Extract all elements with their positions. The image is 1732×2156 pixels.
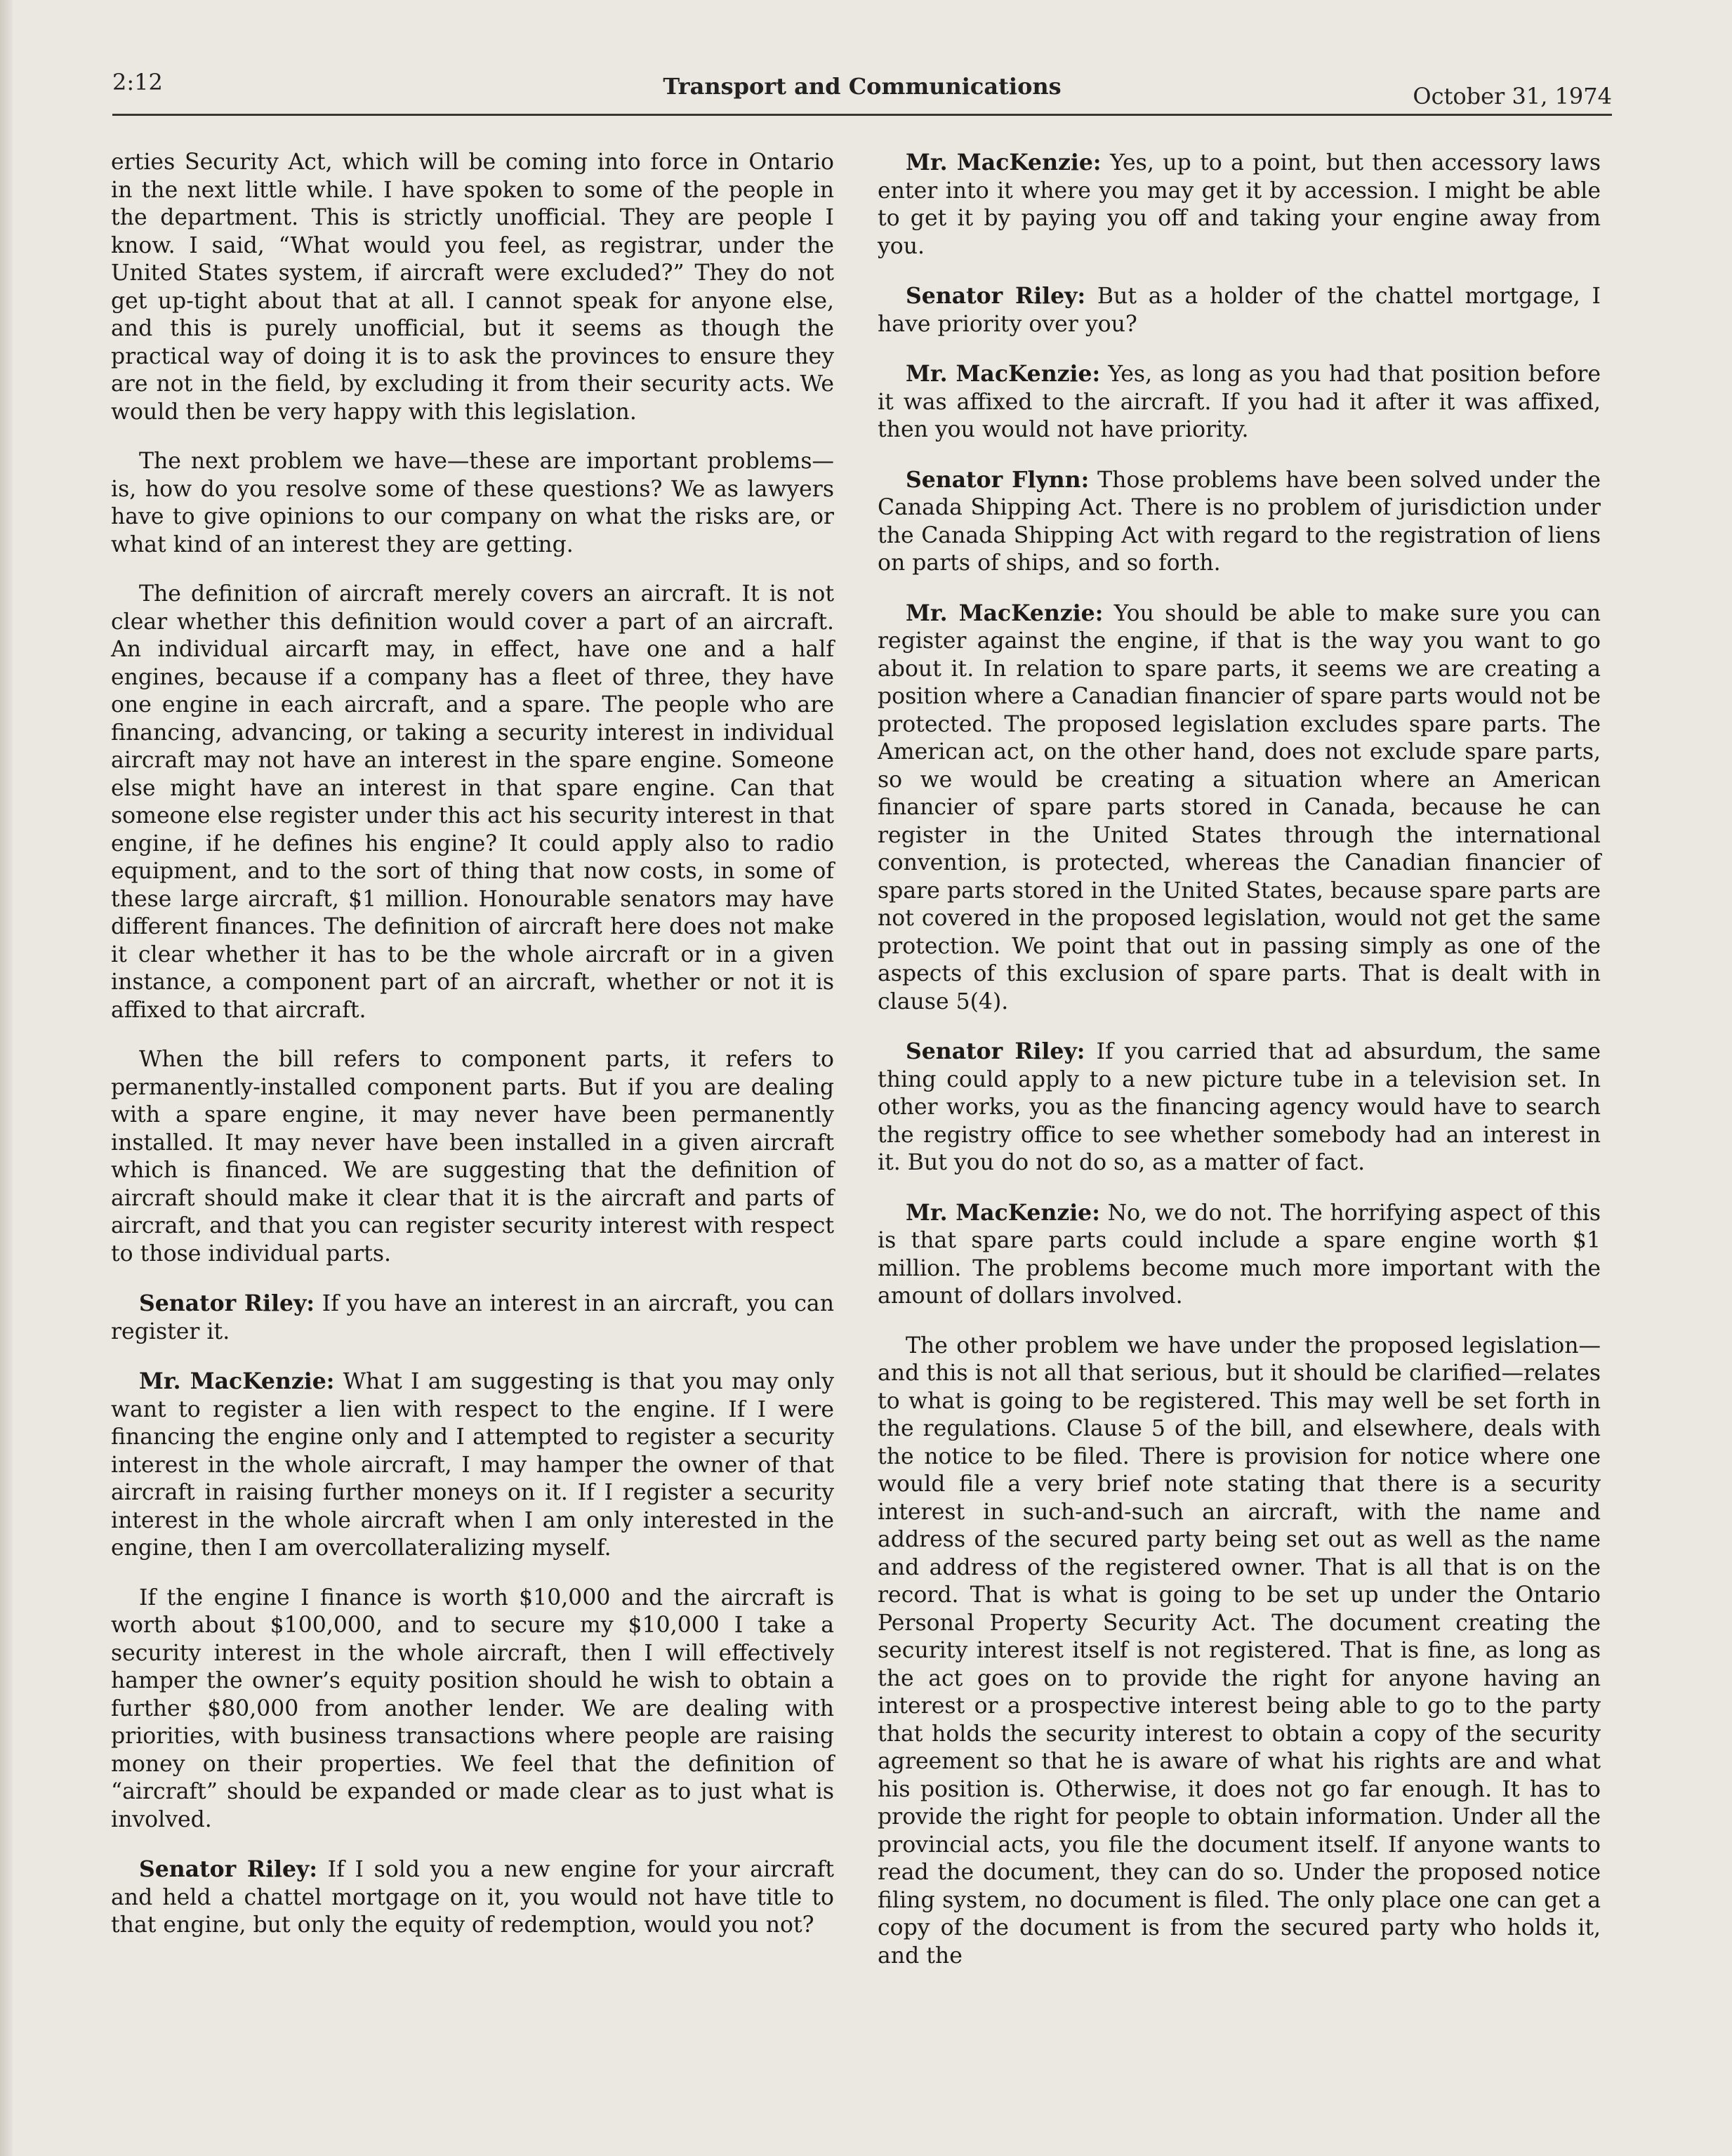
paragraph [111,448,834,559]
paragraph-text: But as a holder of the chattel mortgage, I have priority over you? [878,284,1601,337]
paragraph [878,149,1601,260]
paragraph [878,1332,1601,1971]
publication-date: October 31, 1974 [1413,83,1612,110]
paragraph [111,581,834,1024]
paragraph-text: Yes, up to a point, but then accessory laws enter into it where you may get it by accession. I might be able to get it by paying you off and taking your engine away from you. [878,150,1601,259]
paragraph [878,600,1601,1017]
paragraph-text: If I sold you a new engine for your aircraft and held a chattel mortgage on it, you would not have title to that engine, but only the equity of redemption, would you not? [111,1857,835,1938]
speaker-name: Senator Riley: [139,1290,315,1316]
paragraph-text: The next problem we have—these are important problems—is, how do you resolve some of these questions? We as lawyers have to give opinions to our company on what the risks are, or what kind of an interest they are getting. [111,449,834,557]
speaker-name: Senator Riley: [139,1856,317,1882]
left-column [111,149,834,2044]
speaker-name: Senator Flynn: [906,466,1090,493]
page-binding-edge [0,0,13,2156]
paragraph-text: What I am suggesting is that you may only want to register a lien with respect to the engine. If I were financing the engine only and I attempted to register a security interest in the whole aircraft, I may hamper the owner of that aircraft in raising further moneys on it. If I register a security interest in the whole aircraft when I am only interested in the engine, then I am overcollateralizing myself. [111,1369,835,1561]
paragraph [878,1199,1601,1311]
paragraph [878,1038,1601,1177]
paragraph-text: You should be able to make sure you can register against the engine, if that is the way you want to go about it. In relation to spare parts, it seems we are creating a position where a Canadian financier of spare parts would not be protected. The proposed legislation excludes spare parts. The American act, on the other hand, does not exclude spare parts, so we would be creating a situation where an American financier of spare parts stored in Canada, because he can register in the United States through the international convention, is protected, whereas the Canadian financier of spare parts stored in the United States, because spare parts are not covered in the proposed legislation, would not get the same protection. We point that out in passing simply as one of the aspects of this exclusion of spare parts. That is dealt with in clause 5(4). [878,600,1601,1014]
paragraph [111,1585,834,1834]
paragraph-text: No, we do not. The horrifying aspect of this is that spare parts could include a spare engine worth $1 million. The problems become much more important with the amount of dollars involved. [878,1200,1601,1309]
page-header [112,65,1612,116]
paragraph-text: The other problem we have under the proposed legislation—and this is not all that serious, but it should be clarified—relates to what is going to be registered. This may well be set forth in the regulations. Clause 5 of the bill, and elsewhere, deals with the notice to be filed. There is provision for notice where one would file a very brief note stating that there is a security interest in such-and-such an aircraft, with the name and address of the secured party being set out as well as the name and address of the registered owner. That is all that is on the record. That is what is going to be set up under the Ontario Personal Property Security Act. The document creating the security interest itself is not registered. That is fine, as long as the act goes on to provide the right for anyone having an interest or a prospective interest being able to go to the party that holds the security interest to obtain a copy of the security agreement so that he is aware of what his rights are and what his position is. Otherwise, it does not go far enough. It has to provide the right for people to obtain information. Under all the provincial acts, you file the document itself. If anyone wants to read the document, they can do so. Under the proposed notice filing system, no document is filed. The only place one can get a copy of the document is from the secured party who holds it, and the [878,1332,1601,1969]
paragraph [878,282,1601,338]
paragraph-text: If you have an interest in an aircraft, you can register it. [111,1291,834,1344]
page-number: 2:12 [112,69,163,95]
speaker-name: Mr. MacKenzie: [906,600,1104,626]
paragraph [111,149,834,426]
paragraph-text: Those problems have been solved under the Canada Shipping Act. There is no problem of jurisdiction under the Canada Shipping Act with regard to the registration of liens on parts of ships, and so forth. [878,467,1601,576]
speaker-name: Senator Riley: [906,283,1086,309]
paragraph [878,466,1601,578]
speaker-name: Senator Riley: [906,1038,1085,1064]
paragraph-text: The definition of aircraft merely covers an aircraft. It is not clear whether this definition would cover a part of an aircraft. An individual aircarft may, in effect, have one and a half engines, because if a company has a fleet of three, they have one engine in each aircraft, and a spare. The people who are financing, advancing, or taking a security interest in individual aircraft may not have an interest in the spare engine. Someone else might have an interest in that spare engine. Can that someone else register under this act his security interest in that engine, if he defines his engine? It could apply also to radio equipment, and to the sort of thing that now costs, in some of these large aircraft, $1 million. Honourable senators may have different finances. The definition of aircraft here does not make it clear whether it has to be the whole aircraft or in a given instance, a component part of an aircraft, whether or not it is affixed to that aircraft. [111,581,834,1023]
paragraph [878,360,1601,444]
paragraph-text: erties Security Act, which will be coming into force in Ontario in the next little while. I have spoken to some of the people in the department. This is strictly unofficial. They are people I know. I said, “What would you feel, as registrar, under the United States system, if aircraft were excluded?” They do not get up-tight about that at all. I cannot speak for anyone else, and this is purely unofficial, but it seems as though the practical way of doing it is to ask the provinces to ensure they are not in the field, by excluding it from their security acts. We would then be very happy with this legislation. [111,150,834,425]
speaker-name: Mr. MacKenzie: [906,361,1101,387]
paragraph [111,1368,834,1563]
paragraph-text: If the engine I finance is worth $10,000 and the aircraft is worth about $100,000, and to secure my $10,000 I take a security interest in the whole aircraft, then I will effectively hamper the owner’s equity position should he wish to obtain a further $80,000 from another lender. We are dealing with priorities, with business transactions where people are raising money on their properties. We feel that the definition of “aircraft” should be expanded or made clear as to just what is involved. [111,1585,834,1832]
paragraph-text: Yes, as long as you had that position before it was affixed to the aircraft. If you had it after it was affixed, then you would not have priority. [878,362,1601,442]
paragraph-text: If you carried that ad absurdum, the same thing could apply to a new picture tube in a television set. In other works, you as the financing agency would have to search the registry office to see whether somebody had an interest in it. But you do not do so, as a matter of fact. [878,1039,1601,1175]
speaker-name: Mr. MacKenzie: [906,150,1102,176]
paragraph [111,1046,834,1268]
speaker-name: Mr. MacKenzie: [906,1199,1100,1226]
right-column [878,149,1601,2044]
paragraph [111,1290,834,1346]
speaker-name: Mr. MacKenzie: [139,1368,335,1394]
paragraph-text: When the bill refers to component parts, it refers to permanently-installed component parts. But if you are dealing with a spare engine, it may never have been permanently installed. It may never have been installed in a given aircraft which is financed. We are suggesting that the definition of aircraft should make it clear that it is the aircraft and parts of aircraft, and that you can register security interest with respect to those individual parts. [111,1047,834,1267]
paragraph [111,1856,834,1940]
publication-title: Transport and Communications [663,73,1062,100]
